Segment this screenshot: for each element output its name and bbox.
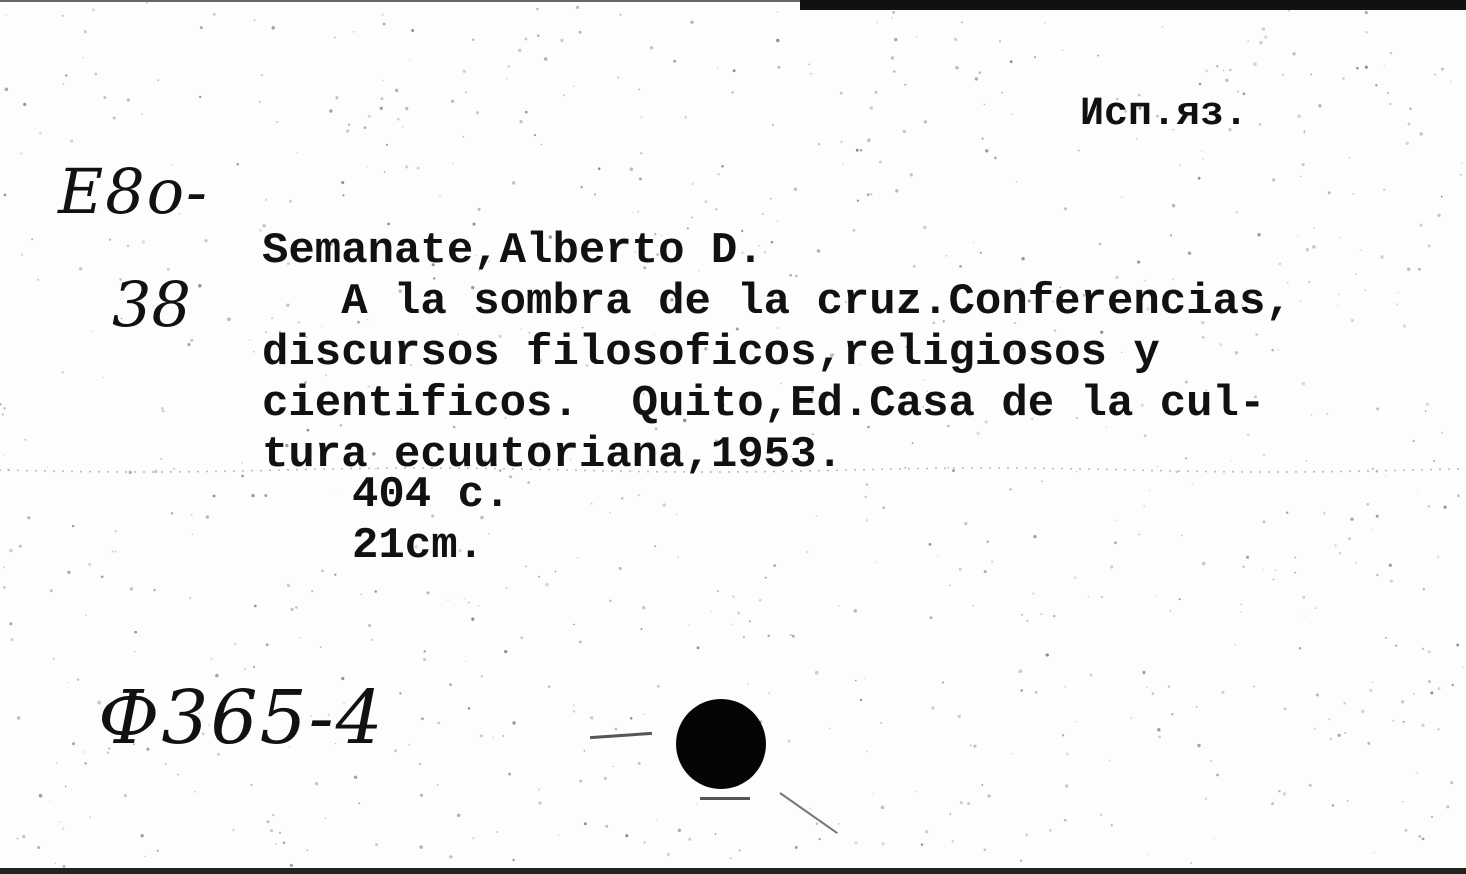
pencil-mark-under-hole bbox=[700, 797, 750, 800]
title-line-2: discursos filosoficos,religiosos y bbox=[262, 328, 1160, 378]
author-heading: Semanate,Alberto D. bbox=[262, 226, 764, 276]
bottom-edge-line bbox=[0, 868, 1466, 874]
page-count: 404 c. bbox=[352, 470, 511, 520]
book-size: 21cm. bbox=[352, 521, 485, 571]
title-line-3: cientificos. Quito,Ed.Casa de la cul- bbox=[262, 379, 1266, 429]
language-mark: Исп.яз. bbox=[1080, 92, 1249, 137]
title-line-1: A la sombra de la cruz.Conferencias, bbox=[262, 277, 1292, 327]
shelf-mark-top: E8o- bbox=[58, 155, 209, 228]
title-line-4: tura ecuutoriana,1953. bbox=[262, 430, 843, 480]
shelf-mark-bottom: 38 bbox=[112, 268, 191, 341]
punch-hole bbox=[676, 699, 766, 789]
top-edge-thin-line bbox=[0, 0, 800, 2]
inventory-number: Ф365-4 bbox=[98, 675, 385, 761]
top-edge-line bbox=[800, 0, 1466, 10]
